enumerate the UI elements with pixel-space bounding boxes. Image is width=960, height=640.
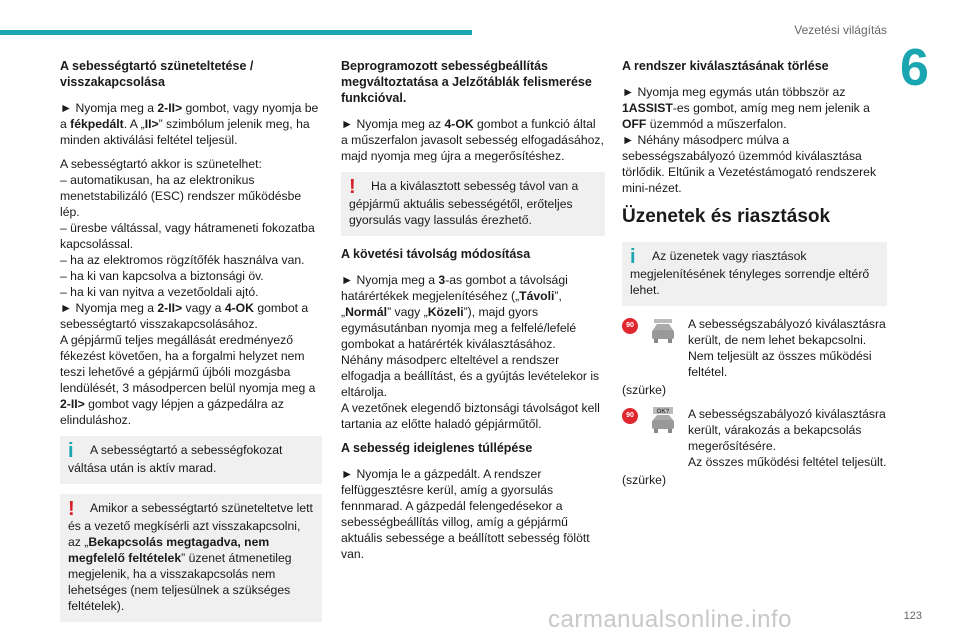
paragraph: A vezetőnek elegendő biztonsági távolságot kell tartania az előtte haladó gépjárműtől. — [341, 401, 600, 431]
paragraph: A sebességtartó akkor is szünetelhet: — [60, 157, 262, 171]
list-item: – üresbe váltással, vagy hátrameneti fokozatba kapcsolással. — [60, 221, 315, 251]
warning-icon: ! — [349, 176, 356, 198]
paragraph: ► Nyomja le a gázpedált. A rendszer felfüggesztésre kerül, amíg a gyorsulás fennmarad. A gázpedál felengedésekor a sebességbeállítás villog, amíg a gépjármű aktuális sebessége a beállított sebesség fölött van. — [341, 467, 590, 561]
chapter-number: 6 — [900, 39, 929, 97]
list-item: – ha ki van nyitva a vezetőoldali ajtó. — [60, 285, 259, 299]
paragraph: ► Néhány másodperc múlva a sebességszabályozó üzemmód kiválasztása törlődik. Eltűnik a Vezetéstámogató rendszerek mini-nézet. — [622, 133, 877, 195]
heading-messages-alerts: Üzenetek és riasztások — [622, 206, 831, 227]
column-1 — [60, 58, 322, 632]
heading-pause-resume: A sebességtartó szüneteltetése / visszakapcsolása — [60, 59, 254, 89]
color-note: (szürke) — [622, 473, 667, 487]
paragraph: ► Nyomja meg a 2-II> vagy a 4-OK gombot a sebességtartó visszakapcsolásához. — [60, 301, 309, 331]
paragraph: A gépjármű teljes megállását eredményező fékezést követően, ha a forgalmi helyzet nem teszi lehetővé a gépjármű újbóli mozgásba lendülését, 3 másodpercen belül nyomja meg a 2-II> gombot vagy lépjen a gázpedálra az elinduláshoz. — [60, 333, 316, 427]
page-number: 123 — [903, 610, 922, 622]
warning-box: ! Amikor a sebességtartó szüneteltetve lett és a vezető megkísérli azt visszakapcsolni, az „Bekapcsolás megtagadva, nem megfelelő feltételek” üzenet átmenetileg megjelenik, ha a visszakapcsolás nem lehetséges (nem teljesülnek a szükséges feltételek). — [60, 494, 322, 622]
heading-temporary-overspeed: A sebesség ideiglenes túllépése — [341, 441, 533, 455]
warning-light-row — [622, 316, 887, 380]
speed-limit-badge: 90 — [622, 318, 638, 334]
column-2 — [341, 58, 605, 570]
heading-sign-recognition: Beprogramozott sebességbeállítás megváltoztatása a Jelzőtáblák felismerése funkcióval. — [341, 59, 592, 105]
paragraph: ► Nyomja meg az 4-OK gombot a funkció által a műszerfalon javasolt sebesség elfogadásához, majd nyomja meg újra a megerősítéshez. — [341, 117, 604, 163]
info-icon: i — [68, 440, 74, 462]
paragraph: ► Nyomja meg a 3-as gombot a távolsági határértékek megjelenítéséhez („Távoli”, „Normál” vagy „Közeli”), majd gyors egymásutánban nyomja meg a felfelé/lefelé gombokat a határérték kiválasztásához. — [341, 273, 577, 351]
paragraph: ► Nyomja meg a 2-II> gombot, vagy nyomja be a fékpedált. A „II>” szimbólum jelenik meg, ha minden aktiválási feltétel teljesül. — [60, 101, 319, 147]
heading-following-distance: A követési távolság módosítása — [341, 247, 531, 261]
warning-light-description: A sebességszabályozó kiválasztásra került, várakozás a bekapcsolás megerősítésére. Az összes működési feltétel teljesült. — [688, 407, 887, 469]
section-title: Vezetési világítás — [794, 23, 887, 37]
warning-icon: ! — [68, 498, 75, 520]
paragraph: ► Nyomja meg egymás után többször az 1ASSIST-es gombot, amíg meg nem jelenik a OFF üzemmód a műszerfalon. — [622, 85, 870, 131]
list-item: – ha az elektromos rögzítőfék használva van. — [60, 253, 305, 267]
color-note: (szürke) — [622, 383, 667, 397]
car-confirm-icon — [648, 406, 678, 436]
info-box: i A sebességtartó a sebességfokozat váltása után is aktív marad. — [60, 436, 322, 484]
speed-limit-badge: 90 — [622, 408, 638, 424]
info-box: i Az üzenetek vagy riasztások megjelenítésének tényleges sorrendje eltérő lehet. — [622, 242, 887, 306]
list-item: – ha ki van kapcsolva a biztonsági öv. — [60, 269, 264, 283]
car-front-icon — [648, 316, 678, 346]
list-item: – automatikusan, ha az elektronikus menetstabilizáló (ESC) rendszer működésbe lép. — [60, 173, 302, 219]
warning-light-description: A sebességszabályozó kiválasztásra került, de nem lehet bekapcsolni. Nem teljesült az összes működési feltétel. — [688, 317, 886, 379]
info-icon: i — [630, 246, 636, 268]
heading-deselect-system: A rendszer kiválasztásának törlése — [622, 59, 829, 73]
watermark: carmanualsonline.info — [548, 606, 792, 633]
column-3 — [622, 58, 887, 496]
header-accent-bar — [0, 30, 472, 35]
paragraph: Néhány másodperc elteltével a rendszer elfogadja a beállítást, és a gyújtás levételekor is eltárolja. — [341, 353, 600, 399]
warning-light-row — [622, 406, 887, 470]
car-icon-label: OK? — [656, 409, 670, 415]
warning-box: ! Ha a kiválasztott sebesség távol van a gépjármű aktuális sebességétől, erőteljes gyorsulás vagy lassulás érezhető. — [341, 172, 605, 236]
